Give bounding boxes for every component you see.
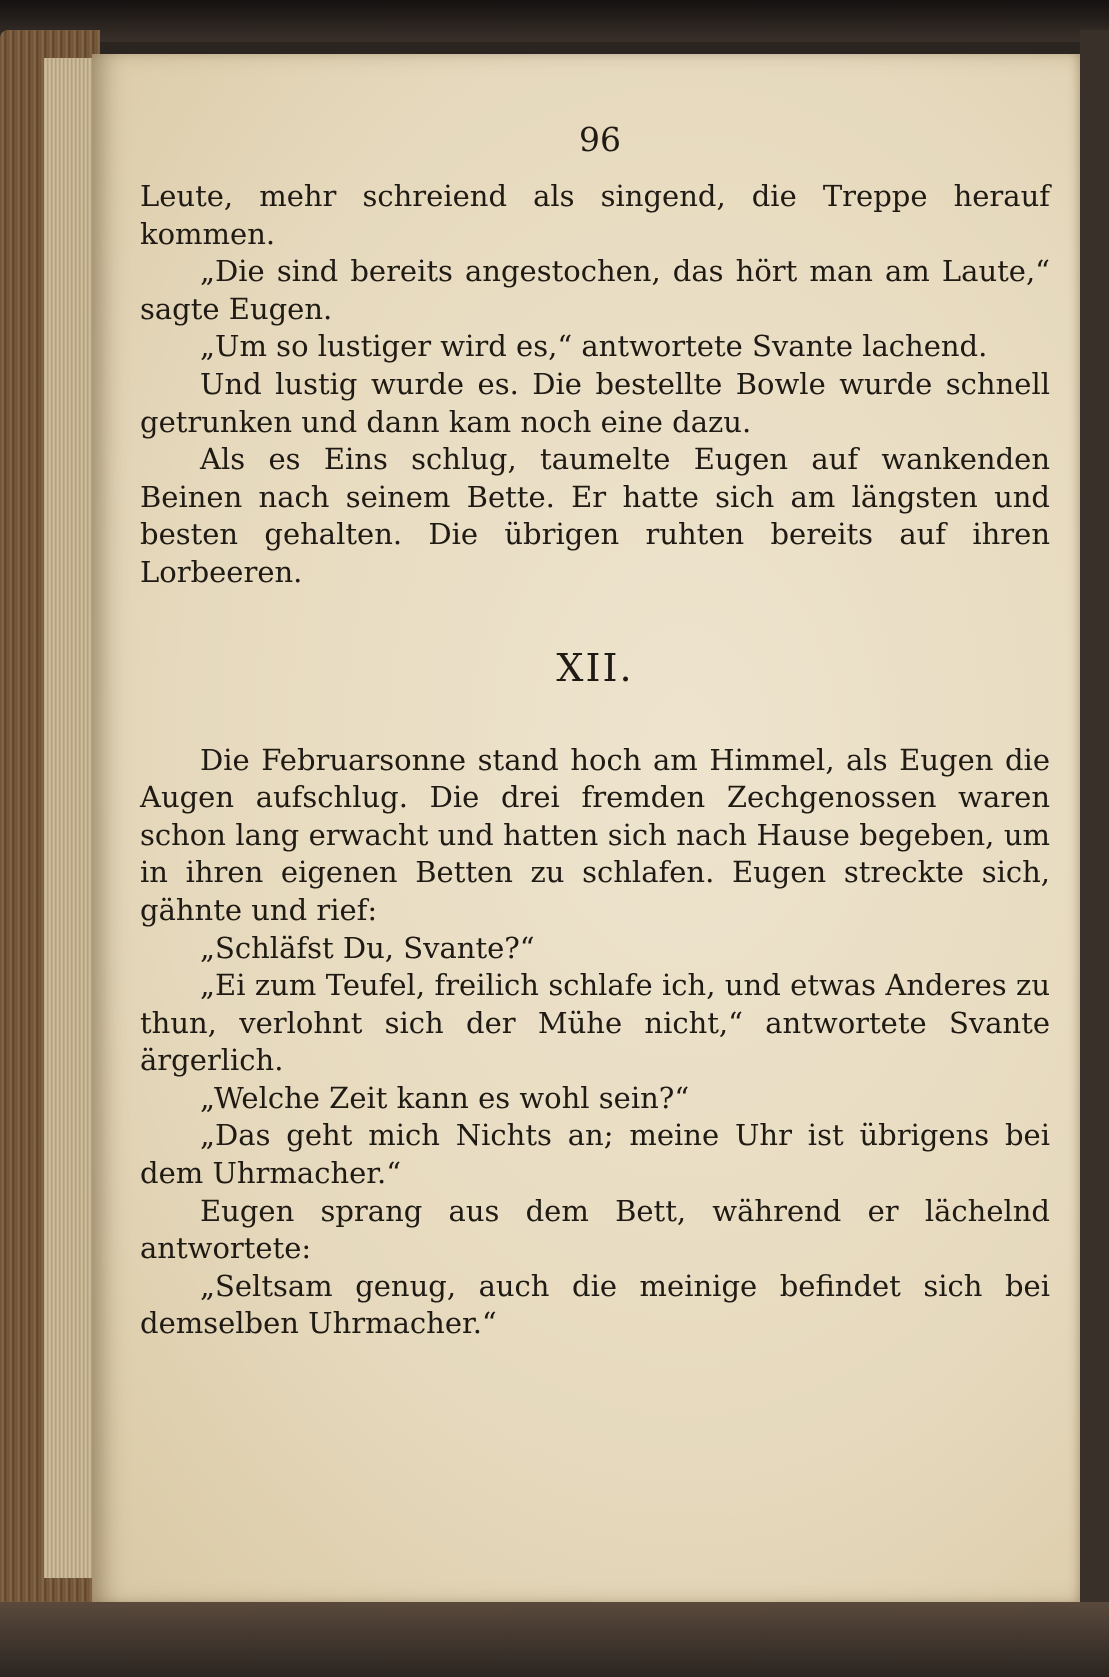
scan-right-border [1080,30,1109,1677]
paragraph: Eugen sprang aus dem Bett, während er lächelnd antwortete: [140,1193,1050,1266]
paragraph: „Schläfst Du, Svante?“ [200,930,535,965]
chapter-heading: XII. [556,645,634,690]
paragraph: Die Februarsonne stand hoch am Himmel, als Eugen die Augen aufschlug. Die drei fremden Zechgenossen waren schon lang erwacht und hatten sich nach Hause begeben, um in ihren eigenen Betten zu schlafen. Eugen streckte sich, gähnte und rief: [140,742,1050,927]
text-after-chapter [140,742,1050,1344]
paragraph: „Seltsam genug, auch die meinige befindet sich bei demselben Uhrmacher.“ [140,1268,1050,1341]
paragraph: „Das geht mich Nichts an; meine Uhr ist übrigens bei dem Uhrmacher.“ [140,1118,1050,1191]
page-number: 96 [579,120,621,159]
paragraph: „Um so lustiger wird es,“ antwortete Svante lachend. [200,329,988,364]
text-before-chapter [140,178,1050,592]
paragraph: Als es Eins schlug, taumelte Eugen auf wankenden Beinen nach seinem Bette. Er hatte sich am längsten und besten gehalten. Die übrigen ruhten bereits auf ihren Lorbeeren. [140,442,1050,589]
paragraph: Und lustig wurde es. Die bestellte Bowle wurde schnell getrunken und dann kam noch eine dazu. [140,366,1050,439]
paragraph: „Welche Zeit kann es wohl sein?“ [200,1080,690,1115]
paragraph: „Die sind bereits angestochen, das hört man am Laute,“ sagte Eugen. [140,254,1050,326]
paragraph: „Ei zum Teufel, freilich schlafe ich, und etwas Anderes zu thun, verlohnt sich der Mühe nicht,“ antwortete Svante ärgerlich. [140,968,1050,1078]
paragraph: Leute, mehr schreiend als singend, die Treppe herauf kommen. [140,179,1050,251]
scan-bottom-border [0,1602,1109,1677]
scan-top-shadow [0,0,1109,42]
page-text-block [140,120,1050,1343]
